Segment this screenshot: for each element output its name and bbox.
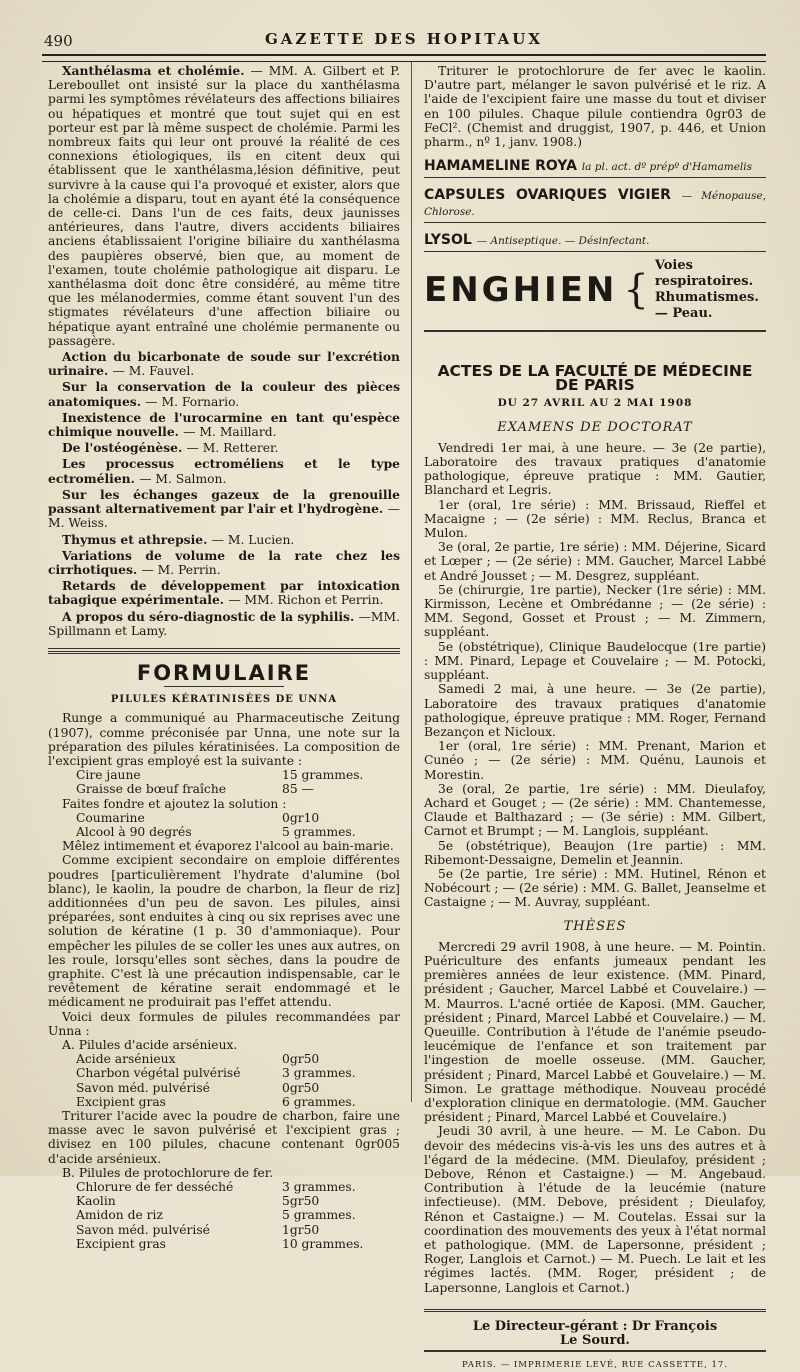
exam-entry: 3e (oral, 2e partie, 1re série) : MM. Dieulafoy, Achard et Gouget ; — (2e série) : MM. Chantemesse, Claude et Balthazard ; — (3e série) : MM. Gilbert, Carnot et Brumpt ; — M. Langlois, suppléant. bbox=[424, 781, 766, 839]
recipe-line bbox=[48, 768, 400, 782]
melez-line: Mêlez intimement et évaporez l'alcool au bain-marie. bbox=[62, 839, 394, 854]
xanthelasma-title: Xanthélasma et cholémie. bbox=[62, 63, 245, 78]
section-double-rule bbox=[48, 651, 400, 656]
recipe-a bbox=[48, 1052, 400, 1109]
exam-entry: Vendredi 1er mai, à une heure. — 3e (2e partie), Laboratoire des travaux pratiques d'anatomie pathologique, épreuve pratique : MM. Gautier, Blanchard et Legris. bbox=[424, 440, 766, 498]
communication-title: Sur les échanges gazeux de la grenouille passant alternativement par l'air et l'hydrogène. bbox=[48, 486, 400, 517]
recipe-line bbox=[48, 1223, 400, 1237]
ingredient-name: Graisse de bœuf fraîche bbox=[76, 782, 227, 797]
communication-author: — M. Maillard. bbox=[183, 425, 277, 440]
exam-entry: 5e (obstétrique), Clinique Baudelocque (1re partie) : MM. Pinard, Lepage et Couvelaire ; — M. Potocki, suppléant. bbox=[424, 639, 766, 683]
ingredient-quantity: 1gr50 bbox=[282, 1222, 320, 1237]
theses-list bbox=[424, 940, 766, 1295]
ingredient-name: Savon méd. pulvérisé bbox=[76, 1080, 210, 1095]
ingredient-name: Excipient gras bbox=[76, 1094, 166, 1109]
ingredient-quantity: 5gr50 bbox=[282, 1194, 320, 1209]
ingredient-name: Excipient gras bbox=[76, 1236, 166, 1251]
recipe-line bbox=[48, 782, 400, 796]
ingredient-quantity: 3 grammes. bbox=[282, 1180, 356, 1195]
short-rule bbox=[164, 686, 284, 687]
page-header bbox=[44, 30, 764, 54]
acts-dates: DU 27 AVRIL AU 2 MAI 1908 bbox=[497, 397, 693, 410]
brace: { bbox=[623, 267, 649, 314]
communication-author: — M. Fornario. bbox=[145, 394, 240, 409]
fondre-line: Faites fondre et ajoutez la solution : bbox=[62, 796, 287, 811]
examens-heading: EXAMENS DE DOCTORAT bbox=[497, 419, 693, 435]
theses-heading: THÈSES bbox=[563, 918, 627, 934]
ingredient-quantity: 15 grammes. bbox=[282, 768, 364, 783]
ingredient-quantity: 0gr50 bbox=[282, 1052, 320, 1067]
formula-b-title: B. Pilules de protochlorure de fer. bbox=[62, 1165, 274, 1180]
communication-title: Inexistence de l'urocarmine en tant qu'espèce chimique nouvelle. bbox=[48, 409, 400, 440]
section-rule bbox=[48, 648, 400, 649]
formula-a-instructions: Triturer l'acide avec la poudre de charbon, faire une masse avec le savon pulvérisé et l'excipient gras ; divisez en 100 pilules, chacune contenant 0gr005 d'acide arsénieux. bbox=[48, 1109, 400, 1166]
recipe-line bbox=[48, 1194, 400, 1208]
communication-item bbox=[48, 579, 400, 607]
ingredient-quantity: 0gr10 bbox=[282, 810, 320, 825]
formula-a-title: A. Pilules d'acide arsénieux. bbox=[62, 1038, 238, 1052]
recipe-line bbox=[48, 1180, 400, 1194]
enghien-indications bbox=[655, 258, 766, 322]
these-entry: Jeudi 30 avril, à une heure. — M. Le Cabon. Du devoir des médecins vis-à-vis les uns des autres et à l'égard de la médecine. (MM. Dieulafoy, président ; Debove, Rénon et Castaigne.) — M. Angebaud. Contribution à l'étude de la leucémie (nature infectieuse). (MM. Debove, président ; Dieulafoy, Rénon et Castaigne.) — M. Coutelas. Essai sur la coordination des mouvements des yeux à l'état normal et pathologique. (MM. de Lapersonne, président ; Roger, Langlois et Carnot.) — M. Puech. Le lait et les régimes lactés. (MM. Roger, président ; de Lapersonne, Langlois et Carnot.) bbox=[424, 1124, 766, 1295]
journal-title: GAZETTE DES HOPITAUX bbox=[264, 30, 543, 48]
communication-author: —MM. Spillmann et Lamy. bbox=[48, 609, 400, 638]
advert-note: la pl. act. dº prépº d'Hamamelis bbox=[581, 161, 753, 174]
exam-entry: 1er (oral, 1re série) : MM. Prenant, Marion et Cunéo ; — (2e série) : MM. Quénu, Launois et Morestin. bbox=[424, 739, 766, 782]
advert-name: CAPSULES OVARIQUES VIGIER bbox=[424, 187, 671, 204]
page-number: 490 bbox=[44, 32, 73, 50]
exam-entry: 1er (oral, 1re série) : MM. Brissaud, Rieffel et Macaigne ; — (2e série) : MM. Reclus, Branca et Mulon. bbox=[424, 497, 766, 541]
recipe-b bbox=[48, 1180, 400, 1251]
advert-line bbox=[424, 155, 766, 178]
pilules-intro: Runge a communiqué au Pharmaceutische Zeitung (1907), comme préconisée par Unna, une note sur la préparation des pilules kératinisées. La composition de l'excipient gras employé est la suivante : bbox=[48, 711, 400, 768]
communication-title: Action du bicarbonate de soude sur l'excrétion urinaire. bbox=[48, 349, 400, 379]
communication-item bbox=[48, 441, 400, 455]
pilules-heading: PILULES KÉRATINISÉES DE UNNA bbox=[110, 694, 338, 706]
exam-entry: 5e (obstétrique), Beaujon (1re partie) : MM. Ribemont-Dessaigne, Demelin et Jeannin. bbox=[424, 838, 766, 867]
ingredient-quantity: 10 grammes. bbox=[282, 1236, 364, 1251]
communication-item bbox=[48, 488, 400, 531]
recipe-excipient bbox=[48, 768, 400, 796]
recipe-line bbox=[48, 1081, 400, 1095]
exam-entry: 3e (oral, 2e partie, 1re série) : MM. Déjerine, Sicard et Lœper ; — (2e série) : MM. Gaucher, Marcel Labbé et André Jousset ; — M. Desgrez, suppléant. bbox=[424, 540, 766, 583]
ingredient-quantity: 85 — bbox=[282, 782, 314, 797]
communication-item bbox=[48, 411, 400, 439]
communication-author: — M. Lucien. bbox=[211, 532, 295, 547]
advert-line bbox=[424, 184, 766, 222]
these-entry: Mercredi 29 avril 1908, à une heure. — M. Pointin. Puériculture des enfants jumeaux pendant les premières années de leur existence. (MM. Pinard, président ; Gaucher, Marcel Labbé et Couvelaire.) — M. Maurros. L'acné ortiée de Kaposi. (MM. Gaucher, président ; Pinard, Marcel Labbé et Couvelaire.) — M. Queuille. Contribution à l'étude de l'anémie pseudo-leucémique de l'enfance et son traitement par l'ingestion de moelle osseuse. (MM. Gaucher, président ; Pinard, Marcel Labbé et Gouvelaire.) — M. Simon. Le grattage méthodique. Nouveau procédé d'exploration clinique en dermatologie. (MM. Gaucher président ; Pinard, Marcel Labbé et Couvelaire.) bbox=[424, 939, 766, 1125]
communication-title: Retards de développement par intoxication tabagique expérimentale. bbox=[48, 578, 400, 608]
advert-note: — Ménopause, Chlorose. bbox=[424, 190, 767, 218]
advert-name: LYSOL bbox=[424, 231, 472, 248]
ingredient-quantity: 5 grammes. bbox=[282, 824, 356, 839]
recipe-line bbox=[48, 1095, 400, 1109]
communication-author: — MM. Richon et Perrin. bbox=[228, 593, 384, 608]
communication-title: A propos du séro-diagnostic de la syphilis. bbox=[62, 608, 355, 624]
enghien-line2: Rhumatismes. — Peau. bbox=[654, 290, 759, 322]
ingredient-name: Coumarine bbox=[76, 810, 145, 825]
ingredient-name: Alcool à 90 degrés bbox=[76, 824, 192, 839]
excipient-paragraph: Comme excipient secondaire on emploie différentes poudres [particulièrement l'hydrate d'alumine (bol blanc), le kaolin, la poudre de charbon, la fleur de riz] additionnées d'un peu de savon. Les pilules, ainsi préparées, sont enduites à cinq ou six reprises avec une solution de kératine (1 p. 30 d'ammoniaque). Pour empêcher les pilules de se coller les unes aux autres, on les roule, lorsqu'elles sont sèches, dans la poudre de graphite. C'est là une précaution indispensable, car le revêtement de kératine serait endommagé et le médicament ne produirait pas l'effet attendu. bbox=[48, 853, 400, 1010]
enghien-name: ENGHIEN bbox=[424, 269, 618, 310]
communication-author: — M. Retterer. bbox=[186, 441, 279, 456]
communication-author: — M. Fauvel. bbox=[112, 364, 195, 379]
examens-list bbox=[424, 441, 766, 910]
exam-entry: 5e (chirurgie, 1re partie), Necker (1re série) : MM. Kirmisson, Lecène et Ombrédanne ; — (2e série) : MM. Segond, Gosset et Proust ; — M. Zimmern, suppléant. bbox=[424, 582, 766, 640]
advert-line bbox=[424, 229, 766, 252]
communication-title: Thymus et athrepsie. bbox=[62, 531, 208, 547]
communication-author: — M. Salmon. bbox=[139, 471, 227, 486]
communication-author: — M. Weiss. bbox=[48, 502, 401, 531]
advertisements bbox=[424, 155, 766, 252]
enghien-line1: Voies respiratoires. bbox=[654, 258, 754, 290]
acts-title: ACTES DE LA FACULTÉ DE MÉDECINE DE PARIS bbox=[437, 362, 753, 395]
ingredient-name: Charbon végétal pulvérisé bbox=[76, 1066, 241, 1081]
recipe-line bbox=[48, 1066, 400, 1080]
xanthelasma-article bbox=[48, 64, 400, 348]
xanthelasma-body: — MM. A. Gilbert et P. Lereboullet ont insisté sur la place du xanthélasma parmi les symptômes révélateurs des affections biliaires ou hépatiques et montré que tout sujet qui en est porteur est par là même suspect de cholémie. Parmi les nombreux faits qui leur ont prouvé la réalité de ces connexions étiologiques, ils en citent deux qui établissent que le xanthélasma,lésion définitive, peut survivre à la cause qui l'a provoqué et exister, alors que la cholémie a disparu, tout en ayant été la conséquence de celle-ci. Dans l'un de ces faits, deux jaunisses antérieures, dans l'autre, divers accidents biliaires anciens établissaient l'origine biliaire du xanthélasma des paupières observé, bien que, au moment de l'examen, toute cholémie pathologique ait disparu. Le xanthélasma doit donc être considéré, au même titre que les mélanodermies, comme étant souvent l'un des stigmates révélateurs d'une affection biliaire ou hépatique ayant entraîné une cholémie permanente ou passagère. bbox=[48, 64, 400, 348]
recipe-line bbox=[48, 825, 400, 839]
column-divider bbox=[411, 62, 412, 1102]
director-line: Le Directeur-gérant : Dr François Le Sourd. bbox=[424, 1318, 766, 1352]
communication-item bbox=[48, 610, 400, 638]
recipe-line bbox=[48, 1237, 400, 1251]
communication-title: Les processus ectroméliens et le type ectromélien. bbox=[48, 456, 400, 486]
ingredient-name: Amidon de riz bbox=[76, 1208, 163, 1223]
footer bbox=[424, 1309, 766, 1372]
advert-name: HAMAMELINE ROYA bbox=[424, 158, 577, 175]
communication-item bbox=[48, 549, 400, 577]
communication-author: — M. Perrin. bbox=[141, 562, 221, 577]
voici-line: Voici deux formules de pilules recommandées par Unna : bbox=[48, 1009, 400, 1038]
left-column bbox=[48, 64, 400, 1251]
communication-title: Variations de volume de la rate chez les cirrhotiques. bbox=[48, 547, 400, 577]
printer-line: PARIS. — IMPRIMERIE LEVÉ, RUE CASSETTE, 17. bbox=[461, 1360, 729, 1371]
communications-list bbox=[48, 350, 400, 638]
recipe-solution bbox=[48, 811, 400, 839]
header-rule bbox=[42, 54, 766, 62]
recipe-line bbox=[48, 811, 400, 825]
communication-item bbox=[48, 350, 400, 378]
enghien-advert bbox=[424, 252, 766, 332]
advert-note: — Antiseptique. — Désinfectant. bbox=[476, 234, 650, 247]
exam-entry: 5e (2e partie, 1re série) : MM. Hutinel, Rénon et Nobécourt ; — (2e série) : MM. G. Ballet, Jeanselme et Castaigne ; — M. Auvray, suppléant. bbox=[424, 866, 766, 910]
exam-entry: Samedi 2 mai, à une heure. — 3e (2e partie), Laboratoire des travaux pratiques d'anatomie pathologique, épreuve pratique : MM. Roger, Fernand Bezançon et Nicloux. bbox=[424, 682, 766, 739]
ingredient-name: Kaolin bbox=[76, 1194, 116, 1209]
ingredient-quantity: 0gr50 bbox=[282, 1080, 320, 1095]
ingredient-name: Acide arsénieux bbox=[76, 1052, 176, 1067]
recipe-line bbox=[48, 1208, 400, 1222]
recipe-line bbox=[48, 1052, 400, 1066]
ingredient-quantity: 5 grammes. bbox=[282, 1208, 356, 1223]
communication-title: Sur la conservation de la couleur des pièces anatomiques. bbox=[48, 379, 400, 409]
ingredient-quantity: 3 grammes. bbox=[282, 1066, 356, 1081]
communication-item bbox=[48, 457, 400, 485]
formulaire-title: FORMULAIRE bbox=[136, 660, 312, 685]
communication-item bbox=[48, 533, 400, 547]
communication-item bbox=[48, 380, 400, 408]
ingredient-quantity: 6 grammes. bbox=[282, 1094, 356, 1109]
ingredient-name: Savon méd. pulvérisé bbox=[76, 1222, 210, 1237]
ingredient-name: Chlorure de fer desséché bbox=[76, 1180, 234, 1195]
formula-b-instructions: Triturer le protochlorure de fer avec le kaolin. D'autre part, mélanger le savon pulvérisé et le riz. A l'aide de l'excipient faire une masse du tout et diviser en 100 pilules. Chaque pilule contiendra 0gr03 de FeCl². (Chemist and druggist, 1907, p. 446, et Union pharm., nº 1, janv. 1908.) bbox=[424, 64, 766, 150]
communication-title: De l'ostéogénèse. bbox=[62, 440, 183, 456]
ingredient-name: Cire jaune bbox=[76, 768, 141, 783]
